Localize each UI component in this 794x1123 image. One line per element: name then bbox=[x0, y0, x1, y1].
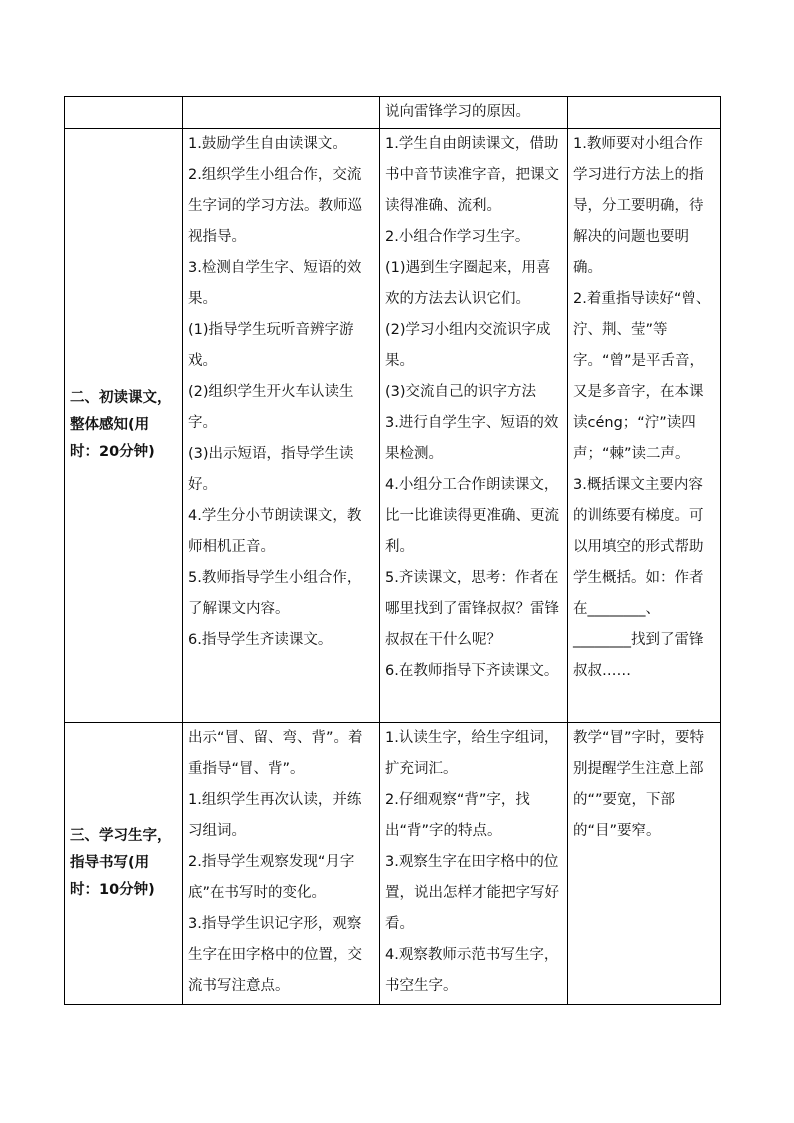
student-activity-line: 2.仔细观察“背”字，找出“背”字的特点。 bbox=[385, 792, 530, 839]
student-activity-line: (3)交流自己的识字方法 bbox=[385, 384, 537, 400]
design-note-line: 2.着重指导读好“曾、泞、荆、莹”等字。“曾”是平舌音，又是多音字，在本课读céng；“泞”读四声；“棘”读二声。 bbox=[573, 291, 711, 462]
teacher-activity-cell bbox=[183, 723, 380, 1005]
student-activity-line: 4.小组分工合作朗读课文，比一比谁读得更准确、更流利。 bbox=[385, 477, 559, 555]
teacher-activity-line: 5.教师指导学生小组合作，了解课文内容。 bbox=[188, 570, 362, 617]
stage-cell: 二、初读课文，整体感知(用时：20分钟) bbox=[65, 129, 183, 723]
teacher-activity-cell bbox=[183, 129, 380, 723]
design-notes-cell bbox=[568, 129, 721, 723]
student-activity-cell bbox=[380, 97, 568, 129]
design-note-line: 教学“冒”字时，要特别提醒学生注意上部的“”要宽，下部的“目”要窄。 bbox=[573, 730, 705, 839]
teacher-activity-line: 1.组织学生再次认读，并练习组词。 bbox=[188, 792, 362, 839]
student-activity-line: (2)学习小组内交流识字成果。 bbox=[385, 322, 551, 369]
teacher-activity-line: 3.指导学生识记字形，观察生字在田字格中的位置，交流书写注意点。 bbox=[188, 916, 362, 994]
stage-cell bbox=[65, 97, 183, 129]
teacher-activity-line: (1)指导学生玩听音辨字游戏。 bbox=[188, 322, 354, 369]
teacher-activity-line: 3.检测自学生字、短语的效果。 bbox=[188, 260, 362, 307]
student-activity-cell bbox=[380, 723, 568, 1005]
student-activity-line: 4.观察教师示范书写生字，书空生字。 bbox=[385, 947, 559, 994]
student-activity-line: 3.观察生字在田字格中的位置，说出怎样才能把字写好看。 bbox=[385, 854, 559, 932]
design-note-line: 3.概括课文主要内容的训练要有梯度。可以用填空的形式帮助学生概括。如：作者在________、________找到了雷锋叔叔…… bbox=[573, 477, 704, 679]
design-note-line: 1.教师要对小组合作学习进行方法上的指导，分工要明确，待解决的问题也要明确。 bbox=[573, 136, 704, 276]
teacher-activity-cell bbox=[183, 97, 380, 129]
teacher-activity-line: 2.指导学生观察发现“月字底”在书写时的变化。 bbox=[188, 854, 355, 901]
lesson-plan-table bbox=[64, 96, 721, 1005]
table-row bbox=[65, 723, 721, 1005]
student-activity-line: 1.认读生字，给生字组词，扩充词汇。 bbox=[385, 730, 559, 777]
teacher-activity-line: 1.鼓励学生自由读课文。 bbox=[188, 136, 347, 152]
student-activity-line: (1)遇到生字圈起来，用喜欢的方法去认识它们。 bbox=[385, 260, 551, 307]
table-row bbox=[65, 129, 721, 723]
student-activity-cell bbox=[380, 129, 568, 723]
teacher-activity-line: 4.学生分小节朗读课文，教师相机正音。 bbox=[188, 508, 362, 555]
student-activity-line: 6.在教师指导下齐读课文。 bbox=[385, 663, 559, 679]
teacher-activity-line: (2)组织学生开火车认读生字。 bbox=[188, 384, 354, 431]
teacher-activity-line: 出示“冒、留、弯、背”。着重指导“冒、背”。 bbox=[188, 730, 363, 777]
student-activity-line: 说向雷锋学习的原因。 bbox=[385, 104, 530, 120]
student-activity-line: 2.小组合作学习生字。 bbox=[385, 229, 530, 245]
design-notes-cell bbox=[568, 97, 721, 129]
teacher-activity-line: (3)出示短语，指导学生读好。 bbox=[188, 446, 354, 493]
student-activity-line: 1.学生自由朗读课文，借助书中音节读准字音，把课文读得准确、流利。 bbox=[385, 136, 559, 214]
student-activity-line: 5.齐读课文，思考：作者在哪里找到了雷锋叔叔？雷锋叔叔在干什么呢？ bbox=[385, 570, 559, 648]
table-row bbox=[65, 97, 721, 129]
student-activity-line: 3.进行自学生字、短语的效果检测。 bbox=[385, 415, 559, 462]
teacher-activity-line: 2.组织学生小组合作，交流生字词的学习方法。教师巡视指导。 bbox=[188, 167, 362, 245]
stage-cell: 三、学习生字，指导书写(用时：10分钟) bbox=[65, 723, 183, 1005]
teacher-activity-line: 6.指导学生齐读课文。 bbox=[188, 632, 333, 648]
design-notes-cell bbox=[568, 723, 721, 1005]
